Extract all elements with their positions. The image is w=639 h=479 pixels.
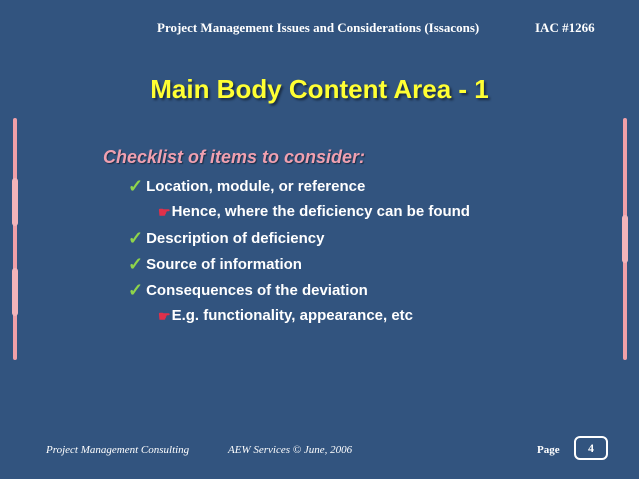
list-item	[128, 177, 365, 195]
right-decorative-bar	[623, 118, 627, 360]
check-icon: ✓	[128, 254, 144, 274]
list-item-text: Source of information	[146, 255, 302, 273]
list-item	[158, 203, 470, 220]
list-item-text: Description of deficiency	[146, 229, 325, 247]
check-icon: ✓	[128, 176, 144, 196]
left-decorative-bar	[13, 118, 17, 360]
list-item-text: E.g. functionality, appearance, etc	[171, 307, 414, 324]
pointing-hand-icon: ☛	[158, 203, 171, 220]
slide-header	[0, 20, 639, 40]
list-item-text: Location, module, or reference	[146, 177, 366, 195]
footer-copyright: AEW Services © June, 2006	[228, 444, 353, 456]
check-icon: ✓	[128, 280, 144, 300]
left-bar-knob	[12, 268, 18, 316]
list-item	[128, 281, 368, 299]
footer-page-label: Page	[537, 444, 560, 456]
checklist-heading: Checklist of items to consider:	[103, 147, 366, 167]
left-bar-knob	[12, 178, 18, 226]
page-number-badge: 4	[574, 436, 608, 460]
pointing-hand-icon: ☛	[158, 307, 171, 324]
list-item-text: Consequences of the deviation	[146, 281, 368, 299]
header-title: Project Management Issues and Considerations (Issacons)	[157, 20, 480, 35]
check-icon: ✓	[128, 228, 144, 248]
list-item	[158, 307, 413, 324]
list-item	[128, 229, 324, 247]
slide-footer	[0, 440, 639, 462]
list-item-text: Hence, where the deficiency can be found	[171, 203, 470, 220]
footer-company: Project Management Consulting	[46, 444, 190, 456]
right-bar-knob	[622, 215, 628, 263]
list-item	[128, 255, 302, 273]
slide-title: Main Body Content Area - 1	[150, 74, 489, 104]
header-doc-id: IAC #1266	[535, 20, 595, 35]
